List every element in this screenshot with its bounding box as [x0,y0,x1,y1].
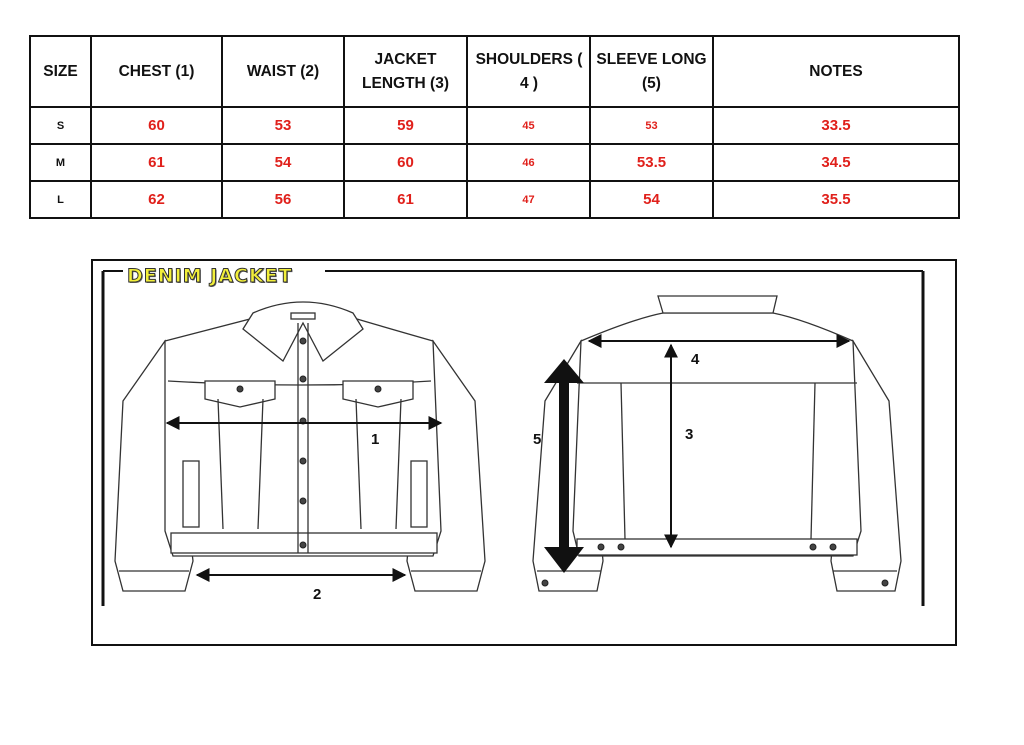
sleeve-value: 53.5 [590,144,713,181]
waist-value: 54 [222,144,344,181]
header-waist: WAIST (2) [222,36,344,107]
header-shoulders [467,36,590,107]
table-row [30,107,959,144]
waist-value: 53 [222,107,344,144]
diagram-title: DENIM JACKET [123,265,297,287]
shoulders-value: 46 [467,144,590,181]
label-sleeve: 5 [533,431,542,448]
length-value: 61 [344,181,467,218]
header-chest: CHEST (1) [91,36,222,107]
table-row [30,144,959,181]
size-cell: S [30,107,91,144]
header-sleeve-long-text: SLEEVE LONG (5) [596,51,707,92]
front-jacket [115,302,485,591]
jacket-diagram [91,259,957,646]
header-jacket-length-text: JACKET LENGTH (3) [362,51,449,92]
chest-value: 61 [91,144,222,181]
label-shoulders: 4 [691,351,700,368]
label-waist: 2 [313,586,322,603]
jacket-illustration [93,261,955,644]
length-value: 60 [344,144,467,181]
table-header-row [30,36,959,107]
shoulders-value: 47 [467,181,590,218]
table-row [30,181,959,218]
notes-value: 33.5 [713,107,959,144]
notes-value: 35.5 [713,181,959,218]
label-length: 3 [685,426,694,443]
notes-value: 34.5 [713,144,959,181]
length-value: 59 [344,107,467,144]
sleeve-value: 54 [590,181,713,218]
size-chart-table [29,35,960,219]
header-sleeve-long [590,36,713,107]
chest-value: 60 [91,107,222,144]
shoulders-value: 45 [467,107,590,144]
header-notes: NOTES [713,36,959,107]
size-cell: M [30,144,91,181]
sleeve-value: 53 [590,107,713,144]
header-size: SIZE [30,36,91,107]
size-cell: L [30,181,91,218]
waist-value: 56 [222,181,344,218]
header-shoulders-text: SHOULDERS ( 4 ) [475,51,583,92]
header-jacket-length [344,36,467,107]
label-chest: 1 [371,431,380,448]
chest-value: 62 [91,181,222,218]
